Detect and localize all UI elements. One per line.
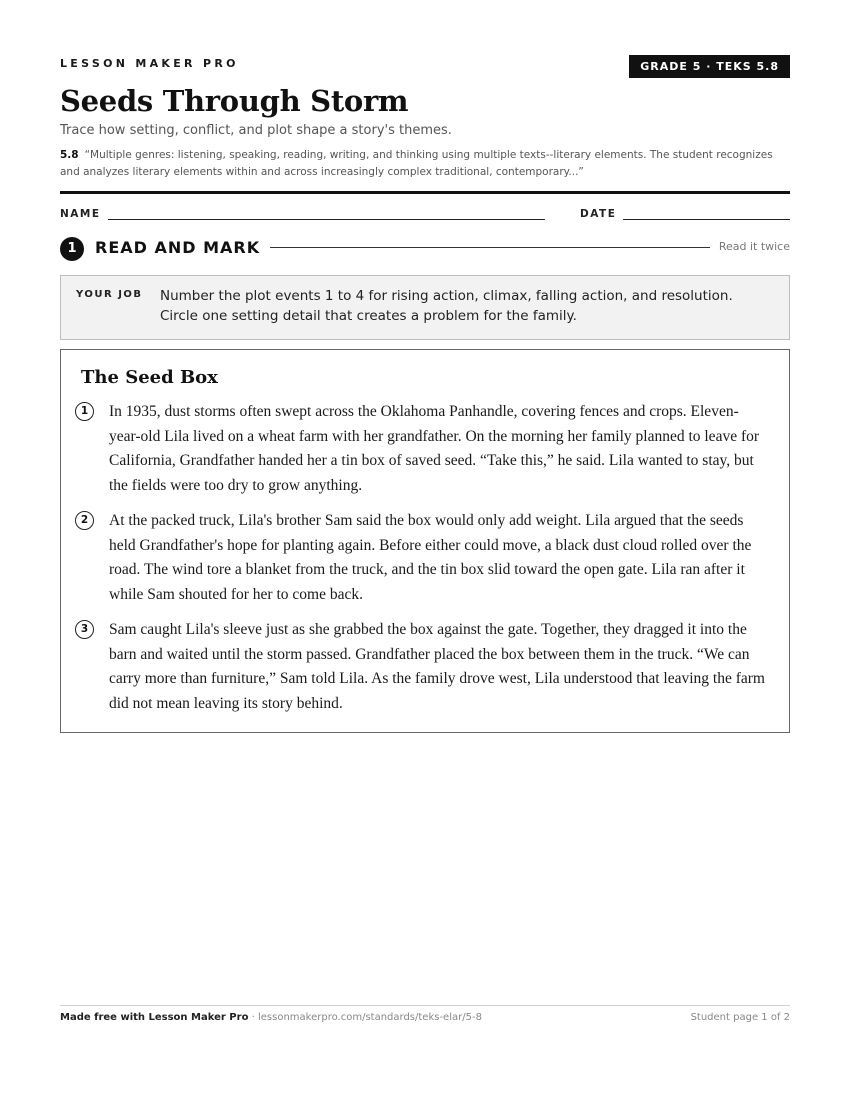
grade-badge: GRADE 5 · TEKS 5.8: [629, 55, 790, 78]
brand-name: LESSON MAKER PRO: [60, 57, 239, 70]
section-note: Read it twice: [718, 240, 790, 253]
job-instructions-box: [60, 275, 790, 340]
paragraph-number: 3: [75, 620, 94, 639]
section-number: 1: [60, 237, 84, 261]
page-indicator: Student page 1 of 2: [690, 1012, 790, 1023]
footer-divider: [60, 1005, 790, 1006]
job-label: YOUR JOB: [76, 289, 143, 300]
header-divider: [60, 191, 790, 194]
paragraph-text: At the packed truck, Lila's brother Sam said the box would only add weight. Lila argued that the seeds held Grandfather's hope for planting again. Before either could move, a black dust cloud rolled over the road. The wind tore a blanket from the truck, and the tin box slid toward the open gate. Lila ran after it while Sam shouted for her to come back.: [109, 512, 752, 603]
standard-code: 5.8: [60, 149, 79, 161]
page-subtitle: Trace how setting, conflict, and plot shape a story's themes.: [60, 123, 452, 138]
name-label: NAME: [60, 208, 101, 220]
paragraph-number: 1: [75, 402, 94, 421]
name-field[interactable]: [108, 219, 545, 220]
reading-passage: [60, 349, 790, 733]
footer-url[interactable]: · lessonmakerpro.com/standards/teks-elar/5-8: [251, 1012, 482, 1023]
section-title: READ AND MARK: [95, 238, 261, 257]
paragraph-text: Sam caught Lila's sleeve just as she grabbed the box against the gate. Together, they dragged it into the barn and waited until the storm passed. Grandfather placed the box between them in the truck. “We can carry more than furniture,” Sam told Lila. As the family drove west, Lila understood that leaving the farm did not mean leaving its story behind.: [109, 621, 765, 712]
standard-text: “Multiple genres: listening, speaking, reading, writing, and thinking using multiple texts--literary elements. The student recognizes and analyzes literary elements within and across increasingly complex traditional, contemporary...”: [60, 149, 773, 178]
worksheet-page: [60, 0, 790, 1100]
date-label: DATE: [580, 208, 617, 220]
paragraph-text: In 1935, dust storms often swept across the Oklahoma Panhandle, covering fences and crops. Eleven-year-old Lila lived on a wheat farm with her grandfather. On the morning her family planned to leave for California, Grandfather handed her a tin box of saved seed. “Take this,” he said. Lila wanted to stay, but the fields were too dry to grow anything.: [109, 403, 760, 494]
standard-description: [60, 147, 790, 181]
footer-made-by: Made free with Lesson Maker Pro: [60, 1012, 249, 1023]
section-divider: [270, 247, 710, 248]
passage-title: The Seed Box: [81, 367, 218, 388]
page-title: Seeds Through Storm: [60, 84, 409, 118]
paragraph-number: 2: [75, 511, 94, 530]
job-text: Number the plot events 1 to 4 for rising action, climax, falling action, and resolution. Circle one setting detail that creates a problem for the family.: [160, 288, 733, 324]
date-field[interactable]: [623, 219, 790, 220]
footer-credit: [60, 1012, 482, 1023]
